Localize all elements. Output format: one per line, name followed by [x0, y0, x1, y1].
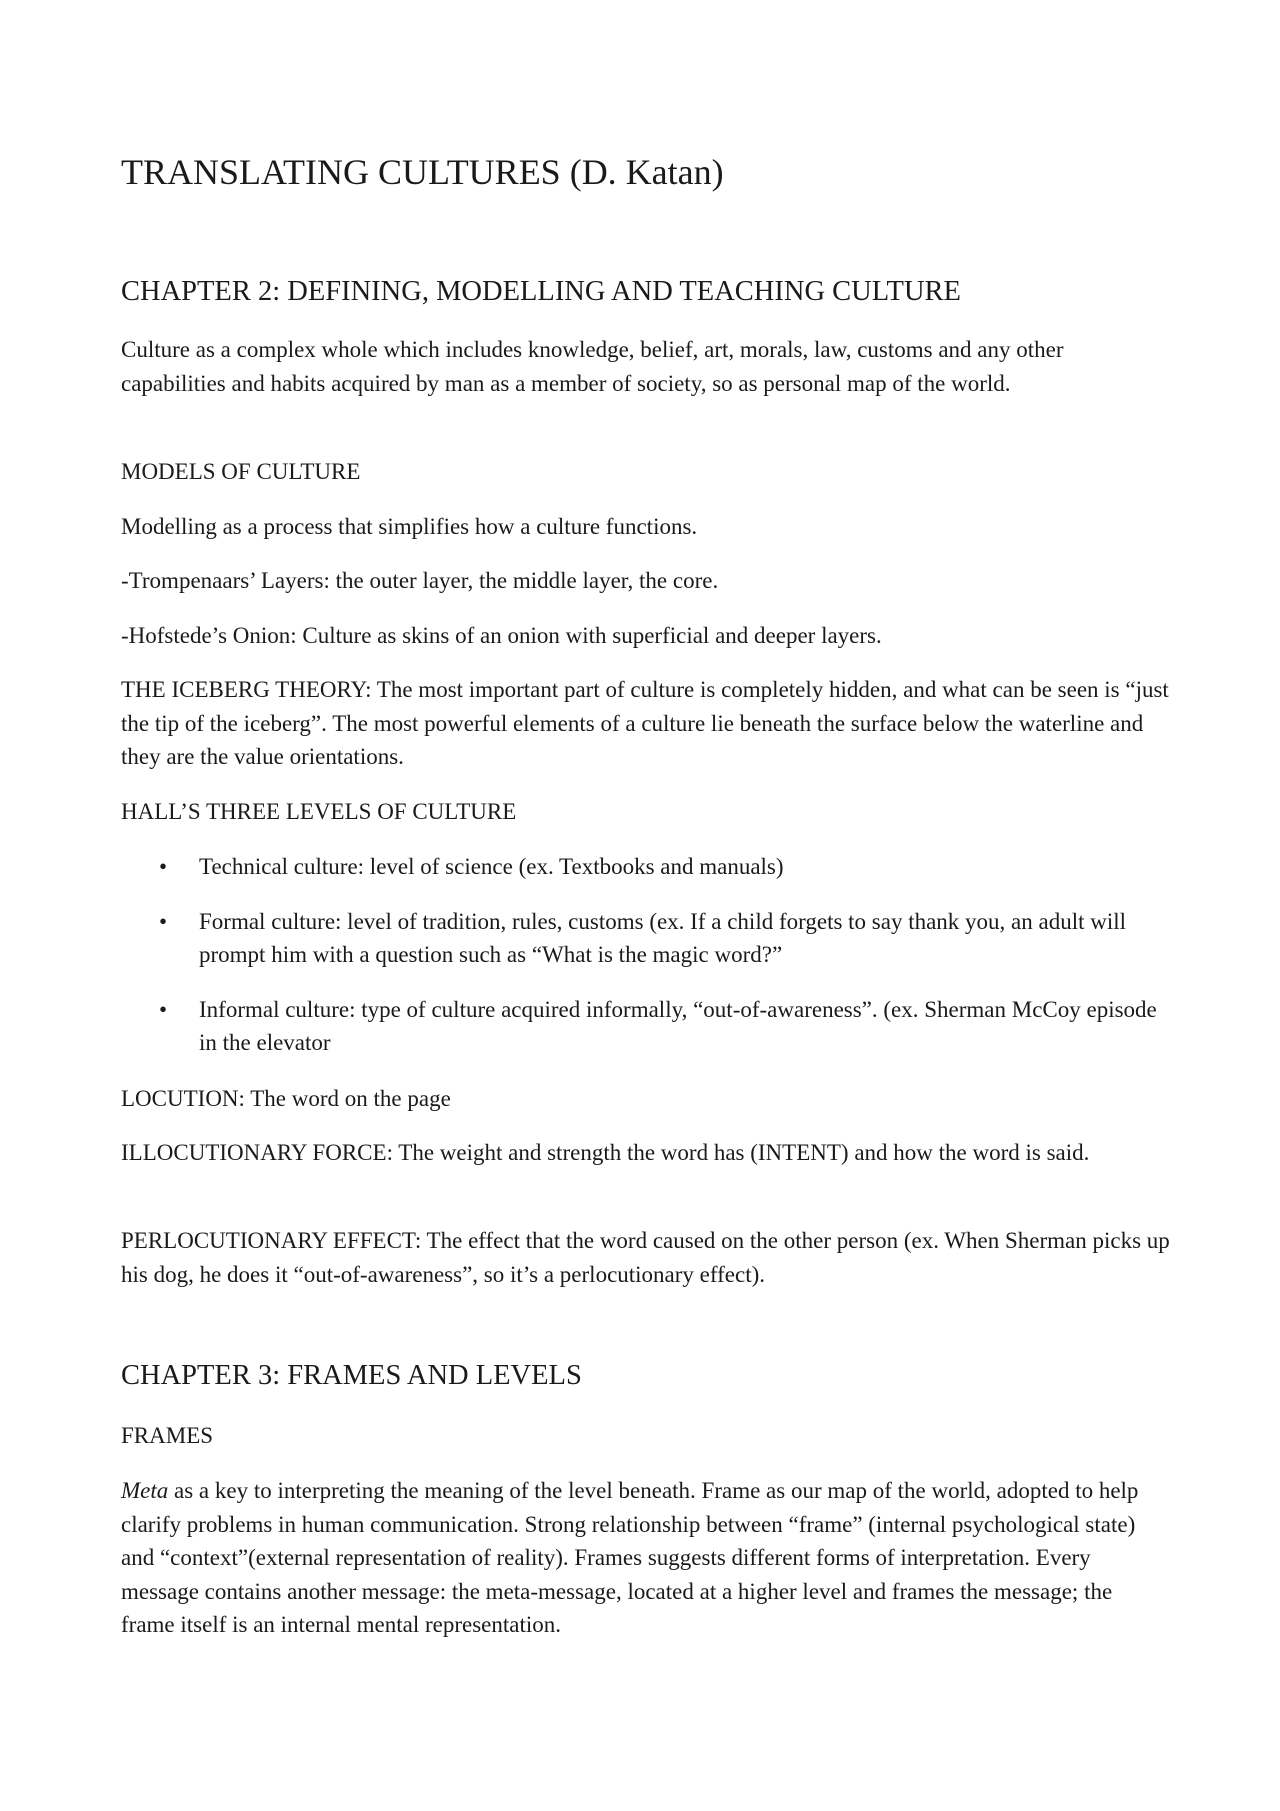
- chapter-3-title: CHAPTER 3: FRAMES AND LEVELS: [121, 1360, 582, 1391]
- hall-levels-heading: HALL’S THREE LEVELS OF CULTURE: [121, 799, 517, 824]
- bullet-icon: •: [159, 854, 168, 879]
- hofstede-paragraph: -Hofstede’s Onion: Culture as skins of an onion with superficial and deeper layers.: [121, 623, 882, 648]
- hall-levels-list: [121, 850, 1171, 1060]
- list-item-technical-culture: [121, 850, 1171, 884]
- models-of-culture-heading: MODELS OF CULTURE: [121, 459, 361, 484]
- bullet-icon: •: [159, 908, 168, 934]
- locution-paragraph: LOCUTION: The word on the page: [121, 1086, 451, 1111]
- frames-heading: FRAMES: [121, 1423, 214, 1448]
- frames-paragraph-text: as a key to interpreting the meaning of the level beneath. Frame as our map of the world, adopted to help clarify problems in human communication. Strong relationship between “frame” (internal psychological state) and “context”(external representation of reality). Frames suggests different forms of interpretation. Every message contains another message: the meta-message, located at a higher level and frames the message; the frame itself is an internal mental representation.: [121, 1478, 1139, 1637]
- list-item-informal-culture: [121, 993, 1171, 1060]
- perlocutionary-effect-paragraph: PERLOCUTIONARY EFFECT: The effect that the word caused on the other person (ex. When Sherman picks up his dog, he does it “out-of-awareness”, so it’s a perlocutionary effect).: [121, 1228, 1170, 1287]
- chapter-2-title: CHAPTER 2: DEFINING, MODELLING AND TEACHING CULTURE: [121, 276, 961, 307]
- document-title: TRANSLATING CULTURES (D. Katan): [121, 152, 724, 192]
- list-item-text: Formal culture: level of tradition, rules, customs (ex. If a child forgets to say thank you, an adult will prompt him with a question such as “What is the magic word?”: [199, 908, 1127, 967]
- meta-term: Meta: [121, 1478, 169, 1503]
- illocutionary-force-paragraph: ILLOCUTIONARY FORCE: The weight and strength the word has (INTENT) and how the word is said.: [121, 1140, 1090, 1165]
- trompenaars-paragraph: -Trompenaars’ Layers: the outer layer, the middle layer, the core.: [121, 568, 719, 593]
- culture-definition-paragraph: Culture as a complex whole which includes knowledge, belief, art, morals, law, customs and any other capabilities and habits acquired by man as a member of society, so as personal map of the world.: [121, 337, 1064, 396]
- list-item-text: Technical culture: level of science (ex. Textbooks and manuals): [199, 854, 784, 879]
- modelling-paragraph: Modelling as a process that simplifies how a culture functions.: [121, 514, 698, 539]
- bullet-icon: •: [159, 996, 168, 1022]
- list-item-formal-culture: [121, 905, 1171, 972]
- frames-paragraph: [121, 1474, 1171, 1642]
- iceberg-theory-paragraph: THE ICEBERG THEORY: The most important part of culture is completely hidden, and what can be seen is “just the tip of the iceberg”. The most powerful elements of a culture lie beneath the surface below the waterline and they are the value orientations.: [121, 677, 1169, 769]
- list-item-text: Informal culture: type of culture acquired informally, “out-of-awareness”. (ex. Sherman McCoy episode in the elevator: [199, 996, 1157, 1055]
